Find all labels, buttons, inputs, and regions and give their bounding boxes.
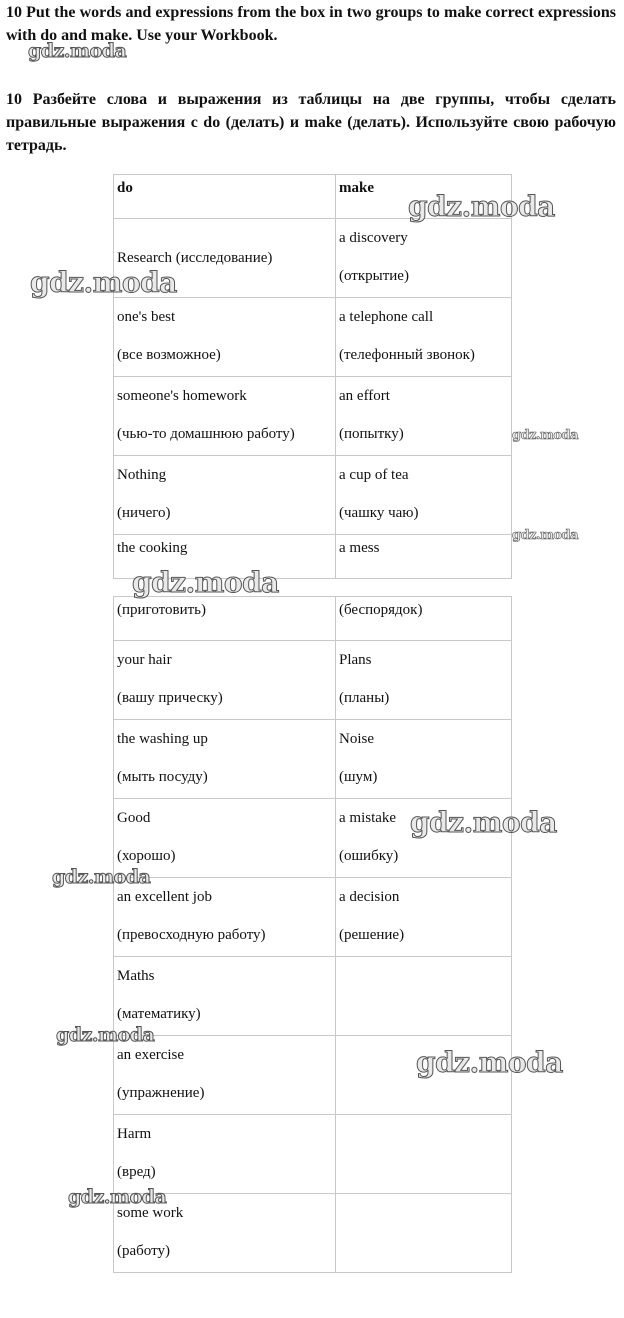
do-term: Good	[117, 810, 151, 826]
watermark: gdz.moda	[52, 866, 151, 888]
make-cell-empty	[336, 1194, 512, 1273]
do-term: your hair	[117, 652, 172, 668]
do-cell	[114, 298, 336, 377]
do-cell	[114, 720, 336, 799]
do-term: someone's homework	[117, 388, 247, 404]
table-row	[114, 1115, 512, 1194]
make-cell	[336, 597, 512, 641]
table-row	[114, 298, 512, 377]
make-translation: (беспорядок)	[339, 602, 423, 618]
do-term: an excellent job	[117, 889, 212, 905]
make-translation: (шум)	[339, 769, 378, 785]
make-cell-empty	[336, 1115, 512, 1194]
watermark: gdz.moda	[132, 566, 279, 599]
watermark: gdz.moda	[410, 806, 557, 839]
watermark: gdz.moda	[28, 40, 127, 62]
make-translation: (открытие)	[339, 268, 409, 284]
make-cell-empty	[336, 957, 512, 1036]
make-term: a cup of tea	[339, 467, 409, 483]
do-translation: (мыть посуду)	[117, 769, 208, 785]
do-term: an exercise	[117, 1047, 185, 1063]
do-translation: (превосходную работу)	[117, 927, 266, 943]
task-heading-ru: 10 Разбейте слова и выражения из таблицы на две группы, чтобы сделать правильные выражения с do (делать) и make (делать). Используйте свою рабочую тетрадь.	[6, 91, 616, 154]
do-cell	[114, 878, 336, 957]
do-translation: (работу)	[117, 1243, 170, 1259]
header-do: do	[114, 175, 336, 219]
do-term: the washing up	[117, 731, 208, 747]
make-translation: (попытку)	[339, 426, 404, 442]
do-translation: (вашу прическу)	[117, 690, 223, 706]
watermark: gdz.moda	[408, 190, 555, 223]
watermark: gdz.moda	[512, 528, 579, 543]
table-row	[114, 878, 512, 957]
task-heading-en: 10 Put the words and expressions from the box in two groups to make correct expressions with do and make. Use your Workbook.	[6, 4, 616, 44]
make-term: Plans	[339, 652, 372, 668]
do-term: some work	[117, 1205, 184, 1221]
do-term: the cooking	[117, 540, 188, 556]
do-term: Nothing	[117, 467, 167, 483]
watermark: gdz.moda	[56, 1024, 155, 1046]
watermark: gdz.moda	[512, 428, 579, 443]
make-term: a decision	[339, 889, 400, 905]
table-row	[114, 1194, 512, 1273]
make-term: a telephone call	[339, 309, 434, 325]
table-row	[114, 641, 512, 720]
make-term: an effort	[339, 388, 390, 404]
make-term: a mistake	[339, 810, 397, 826]
watermark: gdz.moda	[68, 1186, 167, 1208]
table-row	[114, 377, 512, 456]
do-translation: (чью-то домашнюю работу)	[117, 426, 295, 442]
do-cell	[114, 456, 336, 535]
do-term: Harm	[117, 1126, 152, 1142]
do-translation: (ничего)	[117, 505, 171, 521]
make-translation: (чашку чаю)	[339, 505, 419, 521]
do-translation: (хорошо)	[117, 848, 176, 864]
do-translation: (все возможное)	[117, 347, 221, 363]
do-cell	[114, 377, 336, 456]
do-cell	[114, 641, 336, 720]
do-make-table-part2	[113, 596, 512, 1273]
make-cell	[336, 878, 512, 957]
do-cell	[114, 597, 336, 641]
make-term: a mess	[339, 540, 380, 556]
make-cell	[336, 720, 512, 799]
do-term: one's best	[117, 309, 176, 325]
make-cell	[336, 456, 512, 535]
make-cell	[336, 298, 512, 377]
make-translation: (телефонный звонок)	[339, 347, 475, 363]
make-translation: (решение)	[339, 927, 405, 943]
header-make: make	[336, 175, 512, 219]
table-row	[114, 456, 512, 535]
do-translation: (математику)	[117, 1006, 201, 1022]
do-make-table-part1	[113, 174, 512, 579]
do-translation: (упражнение)	[117, 1085, 205, 1101]
do-cell	[114, 1036, 336, 1115]
watermark: gdz.moda	[416, 1046, 563, 1079]
table-row	[114, 720, 512, 799]
do-translation: (приготовить)	[117, 602, 206, 618]
table-row	[114, 957, 512, 1036]
make-cell	[336, 641, 512, 720]
do-term: Maths	[117, 968, 155, 984]
do-translation: (вред)	[117, 1164, 156, 1180]
make-term: a discovery	[339, 230, 408, 246]
make-cell	[336, 377, 512, 456]
make-cell	[336, 535, 512, 579]
do-cell	[114, 1115, 336, 1194]
table-row	[114, 597, 512, 641]
make-translation: (планы)	[339, 690, 390, 706]
make-term: Noise	[339, 731, 374, 747]
make-cell	[336, 219, 512, 298]
do-term: Research (исследование)	[117, 250, 273, 266]
make-translation: (ошибку)	[339, 848, 399, 864]
watermark: gdz.moda	[30, 266, 177, 299]
